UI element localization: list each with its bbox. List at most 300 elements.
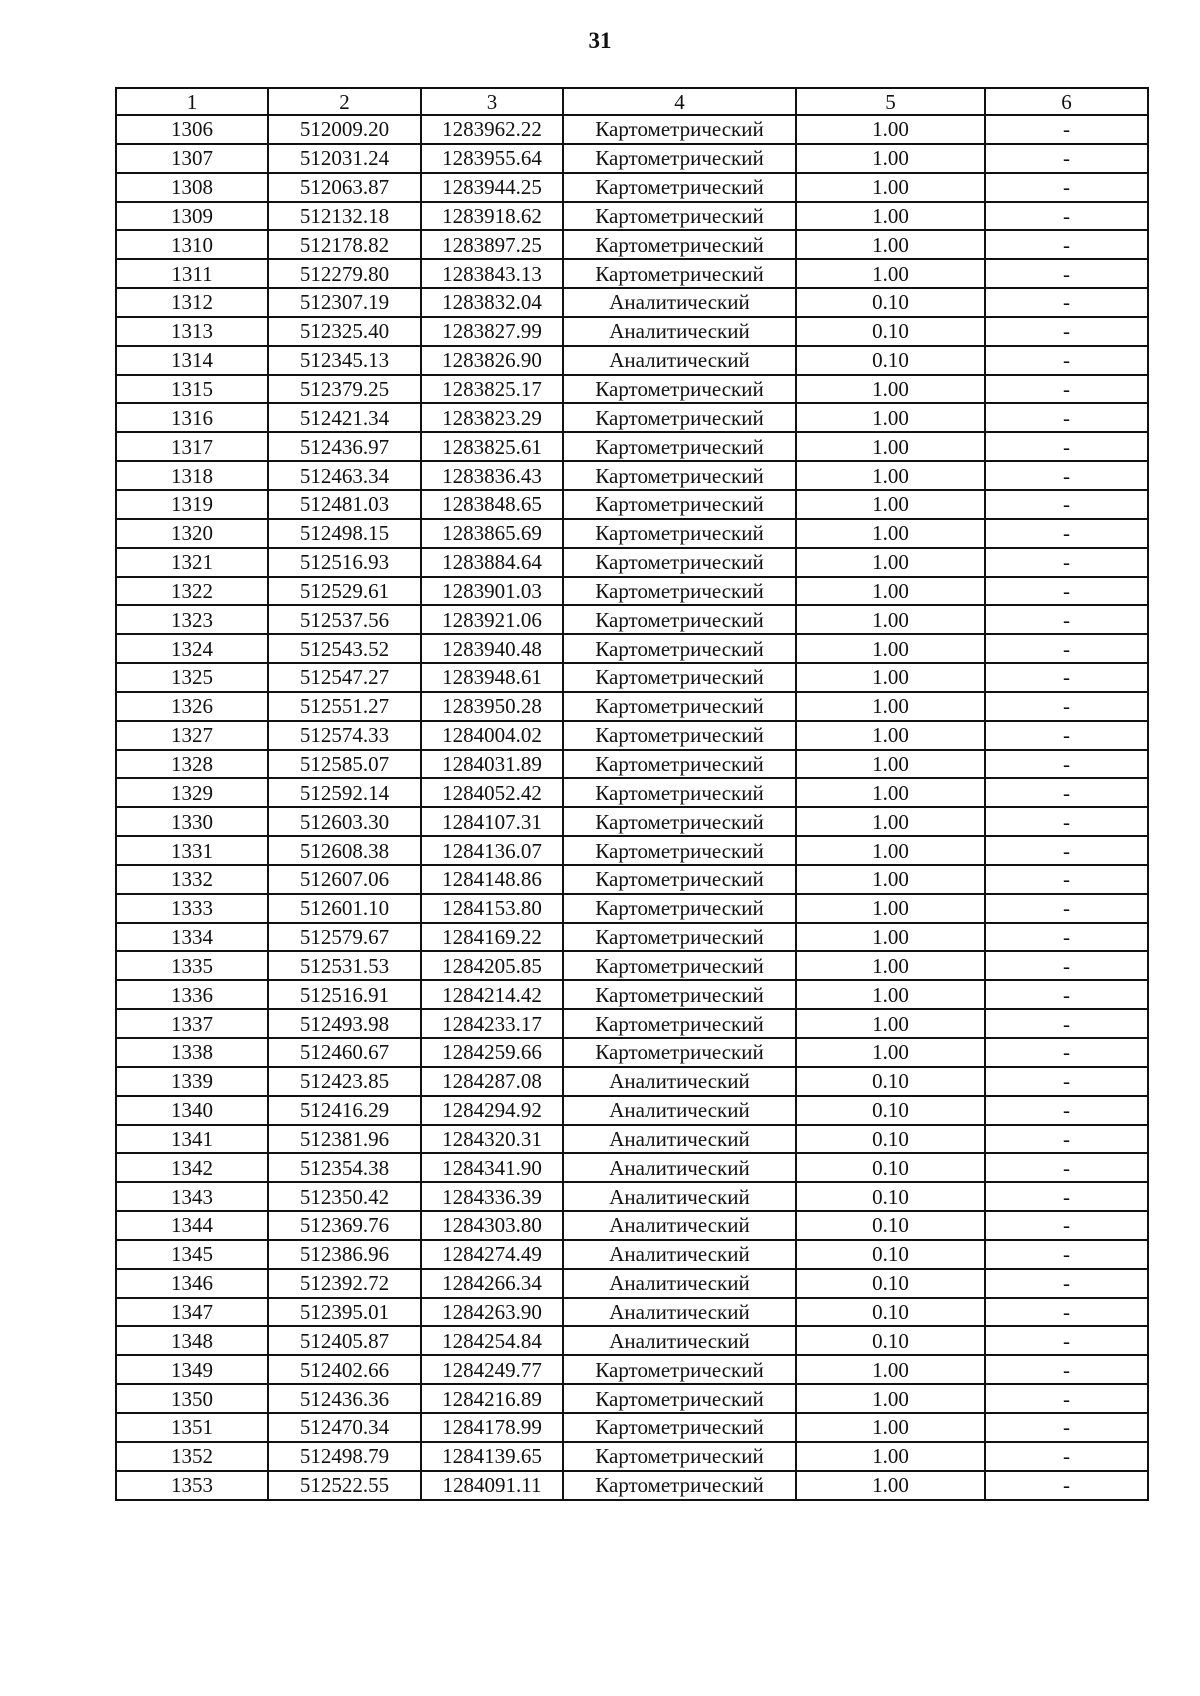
note-cell: -: [985, 1211, 1148, 1240]
method-cell: Картометрический: [563, 1384, 796, 1413]
accuracy-cell: 1.00: [796, 115, 985, 144]
x-coordinate-cell: 512436.97: [268, 432, 421, 461]
note-cell: -: [985, 230, 1148, 259]
note-cell: -: [985, 1442, 1148, 1471]
accuracy-cell: 1.00: [796, 663, 985, 692]
point-number-cell: 1317: [116, 432, 268, 461]
y-coordinate-cell: 1284254.84: [421, 1326, 563, 1355]
note-cell: -: [985, 259, 1148, 288]
point-number-cell: 1338: [116, 1038, 268, 1067]
x-coordinate-cell: 512493.98: [268, 1009, 421, 1038]
x-coordinate-cell: 512031.24: [268, 144, 421, 173]
x-coordinate-cell: 512307.19: [268, 288, 421, 317]
table-row: [116, 144, 1148, 173]
x-coordinate-cell: 512325.40: [268, 317, 421, 346]
note-cell: -: [985, 1009, 1148, 1038]
table-row: [116, 1326, 1148, 1355]
method-cell: Картометрический: [563, 173, 796, 202]
table-row: [116, 663, 1148, 692]
table-row: [116, 1211, 1148, 1240]
y-coordinate-cell: 1284205.85: [421, 951, 563, 980]
x-coordinate-cell: 512516.93: [268, 548, 421, 577]
y-coordinate-cell: 1283948.61: [421, 663, 563, 692]
method-cell: Картометрический: [563, 375, 796, 404]
method-cell: Картометрический: [563, 721, 796, 750]
y-coordinate-cell: 1283921.06: [421, 605, 563, 634]
x-coordinate-cell: 512603.30: [268, 807, 421, 836]
accuracy-cell: 1.00: [796, 144, 985, 173]
note-cell: -: [985, 432, 1148, 461]
x-coordinate-cell: 512463.34: [268, 461, 421, 490]
table-row: [116, 461, 1148, 490]
note-cell: -: [985, 1125, 1148, 1154]
x-coordinate-cell: 512423.85: [268, 1067, 421, 1096]
y-coordinate-cell: 1283848.65: [421, 490, 563, 519]
y-coordinate-cell: 1284249.77: [421, 1355, 563, 1384]
point-number-cell: 1325: [116, 663, 268, 692]
y-coordinate-cell: 1284052.42: [421, 778, 563, 807]
accuracy-cell: 0.10: [796, 317, 985, 346]
note-cell: -: [985, 923, 1148, 952]
accuracy-cell: 1.00: [796, 173, 985, 202]
point-number-cell: 1326: [116, 692, 268, 721]
method-cell: Картометрический: [563, 605, 796, 634]
accuracy-cell: 0.10: [796, 1153, 985, 1182]
note-cell: -: [985, 1413, 1148, 1442]
x-coordinate-cell: 512402.66: [268, 1355, 421, 1384]
x-coordinate-cell: 512481.03: [268, 490, 421, 519]
method-cell: Картометрический: [563, 432, 796, 461]
note-cell: -: [985, 663, 1148, 692]
method-cell: Картометрический: [563, 923, 796, 952]
method-cell: Картометрический: [563, 230, 796, 259]
point-number-cell: 1322: [116, 577, 268, 606]
note-cell: -: [985, 1096, 1148, 1125]
x-coordinate-cell: 512178.82: [268, 230, 421, 259]
table-row: [116, 894, 1148, 923]
table-row: [116, 1471, 1148, 1500]
x-coordinate-cell: 512386.96: [268, 1240, 421, 1269]
note-cell: -: [985, 1471, 1148, 1500]
y-coordinate-cell: 1284139.65: [421, 1442, 563, 1471]
method-cell: Картометрический: [563, 1471, 796, 1500]
point-number-cell: 1347: [116, 1298, 268, 1327]
table-row: [116, 259, 1148, 288]
table-row: [116, 836, 1148, 865]
method-cell: Картометрический: [563, 1442, 796, 1471]
note-cell: -: [985, 403, 1148, 432]
x-coordinate-cell: 512460.67: [268, 1038, 421, 1067]
accuracy-cell: 1.00: [796, 778, 985, 807]
point-number-cell: 1316: [116, 403, 268, 432]
y-coordinate-cell: 1284341.90: [421, 1153, 563, 1182]
method-cell: Аналитический: [563, 1326, 796, 1355]
note-cell: -: [985, 634, 1148, 663]
point-number-cell: 1333: [116, 894, 268, 923]
method-cell: Картометрический: [563, 750, 796, 779]
x-coordinate-cell: 512009.20: [268, 115, 421, 144]
y-coordinate-cell: 1284274.49: [421, 1240, 563, 1269]
note-cell: -: [985, 1067, 1148, 1096]
y-coordinate-cell: 1283832.04: [421, 288, 563, 317]
y-coordinate-cell: 1283827.99: [421, 317, 563, 346]
accuracy-cell: 1.00: [796, 490, 985, 519]
x-coordinate-cell: 512522.55: [268, 1471, 421, 1500]
x-coordinate-cell: 512436.36: [268, 1384, 421, 1413]
y-coordinate-cell: 1284107.31: [421, 807, 563, 836]
accuracy-cell: 1.00: [796, 605, 985, 634]
x-coordinate-cell: 512354.38: [268, 1153, 421, 1182]
accuracy-cell: 1.00: [796, 375, 985, 404]
y-coordinate-cell: 1283962.22: [421, 115, 563, 144]
method-cell: Картометрический: [563, 1355, 796, 1384]
note-cell: -: [985, 951, 1148, 980]
table-row: [116, 317, 1148, 346]
point-number-cell: 1331: [116, 836, 268, 865]
y-coordinate-cell: 1284336.39: [421, 1182, 563, 1211]
note-cell: -: [985, 115, 1148, 144]
note-cell: -: [985, 1384, 1148, 1413]
table-row: [116, 577, 1148, 606]
note-cell: -: [985, 1038, 1148, 1067]
note-cell: -: [985, 317, 1148, 346]
y-coordinate-cell: 1284148.86: [421, 865, 563, 894]
method-cell: Картометрический: [563, 807, 796, 836]
note-cell: -: [985, 894, 1148, 923]
table-body: [116, 88, 1148, 1500]
x-coordinate-cell: 512498.79: [268, 1442, 421, 1471]
accuracy-cell: 0.10: [796, 1240, 985, 1269]
table-row: [116, 605, 1148, 634]
y-coordinate-cell: 1284266.34: [421, 1269, 563, 1298]
method-cell: Картометрический: [563, 836, 796, 865]
point-number-cell: 1318: [116, 461, 268, 490]
y-coordinate-cell: 1284031.89: [421, 750, 563, 779]
header-row: [116, 88, 1148, 115]
table-row: [116, 807, 1148, 836]
table-row: [116, 288, 1148, 317]
table-row: [116, 1009, 1148, 1038]
accuracy-cell: 1.00: [796, 519, 985, 548]
method-cell: Картометрический: [563, 634, 796, 663]
table-row: [116, 865, 1148, 894]
x-coordinate-cell: 512585.07: [268, 750, 421, 779]
method-cell: Картометрический: [563, 1413, 796, 1442]
note-cell: -: [985, 865, 1148, 894]
note-cell: -: [985, 461, 1148, 490]
point-number-cell: 1353: [116, 1471, 268, 1500]
method-cell: Картометрический: [563, 1038, 796, 1067]
accuracy-cell: 1.00: [796, 1009, 985, 1038]
column-header: 1: [116, 88, 268, 115]
accuracy-cell: 1.00: [796, 894, 985, 923]
point-number-cell: 1340: [116, 1096, 268, 1125]
point-number-cell: 1343: [116, 1182, 268, 1211]
method-cell: Картометрический: [563, 865, 796, 894]
column-header: 4: [563, 88, 796, 115]
y-coordinate-cell: 1284216.89: [421, 1384, 563, 1413]
note-cell: -: [985, 1269, 1148, 1298]
note-cell: -: [985, 692, 1148, 721]
x-coordinate-cell: 512350.42: [268, 1182, 421, 1211]
point-number-cell: 1323: [116, 605, 268, 634]
y-coordinate-cell: 1284214.42: [421, 980, 563, 1009]
x-coordinate-cell: 512607.06: [268, 865, 421, 894]
method-cell: Картометрический: [563, 461, 796, 490]
note-cell: -: [985, 721, 1148, 750]
accuracy-cell: 1.00: [796, 461, 985, 490]
method-cell: Аналитический: [563, 1125, 796, 1154]
accuracy-cell: 1.00: [796, 634, 985, 663]
y-coordinate-cell: 1284303.80: [421, 1211, 563, 1240]
method-cell: Картометрический: [563, 548, 796, 577]
method-cell: Аналитический: [563, 1298, 796, 1327]
coordinates-table: [115, 87, 1149, 1501]
x-coordinate-cell: 512516.91: [268, 980, 421, 1009]
method-cell: Картометрический: [563, 115, 796, 144]
note-cell: -: [985, 548, 1148, 577]
accuracy-cell: 1.00: [796, 1384, 985, 1413]
point-number-cell: 1344: [116, 1211, 268, 1240]
y-coordinate-cell: 1283825.61: [421, 432, 563, 461]
note-cell: -: [985, 750, 1148, 779]
x-coordinate-cell: 512601.10: [268, 894, 421, 923]
note-cell: -: [985, 144, 1148, 173]
point-number-cell: 1312: [116, 288, 268, 317]
method-cell: Аналитический: [563, 1153, 796, 1182]
y-coordinate-cell: 1284233.17: [421, 1009, 563, 1038]
method-cell: Аналитический: [563, 317, 796, 346]
y-coordinate-cell: 1284136.07: [421, 836, 563, 865]
accuracy-cell: 0.10: [796, 288, 985, 317]
accuracy-cell: 0.10: [796, 1096, 985, 1125]
table-row: [116, 432, 1148, 461]
y-coordinate-cell: 1284178.99: [421, 1413, 563, 1442]
table-row: [116, 1384, 1148, 1413]
x-coordinate-cell: 512392.72: [268, 1269, 421, 1298]
accuracy-cell: 1.00: [796, 692, 985, 721]
x-coordinate-cell: 512381.96: [268, 1125, 421, 1154]
y-coordinate-cell: 1283884.64: [421, 548, 563, 577]
method-cell: Картометрический: [563, 1009, 796, 1038]
column-header: 5: [796, 88, 985, 115]
table-row: [116, 173, 1148, 202]
y-coordinate-cell: 1284091.11: [421, 1471, 563, 1500]
x-coordinate-cell: 512470.34: [268, 1413, 421, 1442]
accuracy-cell: 1.00: [796, 750, 985, 779]
accuracy-cell: 0.10: [796, 1211, 985, 1240]
y-coordinate-cell: 1283843.13: [421, 259, 563, 288]
point-number-cell: 1336: [116, 980, 268, 1009]
method-cell: Картометрический: [563, 259, 796, 288]
note-cell: -: [985, 836, 1148, 865]
accuracy-cell: 1.00: [796, 721, 985, 750]
note-cell: -: [985, 1153, 1148, 1182]
y-coordinate-cell: 1284263.90: [421, 1298, 563, 1327]
point-number-cell: 1332: [116, 865, 268, 894]
x-coordinate-cell: 512592.14: [268, 778, 421, 807]
method-cell: Аналитический: [563, 288, 796, 317]
point-number-cell: 1350: [116, 1384, 268, 1413]
note-cell: -: [985, 1326, 1148, 1355]
x-coordinate-cell: 512529.61: [268, 577, 421, 606]
x-coordinate-cell: 512543.52: [268, 634, 421, 663]
accuracy-cell: 1.00: [796, 923, 985, 952]
note-cell: -: [985, 375, 1148, 404]
table-row: [116, 692, 1148, 721]
accuracy-cell: 0.10: [796, 1326, 985, 1355]
note-cell: -: [985, 778, 1148, 807]
table-row: [116, 115, 1148, 144]
y-coordinate-cell: 1283836.43: [421, 461, 563, 490]
x-coordinate-cell: 512345.13: [268, 346, 421, 375]
table-row: [116, 403, 1148, 432]
method-cell: Картометрический: [563, 144, 796, 173]
table-row: [116, 1240, 1148, 1269]
accuracy-cell: 1.00: [796, 951, 985, 980]
y-coordinate-cell: 1283940.48: [421, 634, 563, 663]
x-coordinate-cell: 512608.38: [268, 836, 421, 865]
method-cell: Картометрический: [563, 692, 796, 721]
method-cell: Аналитический: [563, 1067, 796, 1096]
x-coordinate-cell: 512498.15: [268, 519, 421, 548]
note-cell: -: [985, 807, 1148, 836]
y-coordinate-cell: 1283823.29: [421, 403, 563, 432]
note-cell: -: [985, 980, 1148, 1009]
point-number-cell: 1310: [116, 230, 268, 259]
note-cell: -: [985, 519, 1148, 548]
method-cell: Картометрический: [563, 980, 796, 1009]
column-header: 3: [421, 88, 563, 115]
y-coordinate-cell: 1283955.64: [421, 144, 563, 173]
note-cell: -: [985, 1240, 1148, 1269]
method-cell: Картометрический: [563, 577, 796, 606]
x-coordinate-cell: 512579.67: [268, 923, 421, 952]
method-cell: Картометрический: [563, 663, 796, 692]
method-cell: Аналитический: [563, 1211, 796, 1240]
note-cell: -: [985, 1355, 1148, 1384]
x-coordinate-cell: 512132.18: [268, 202, 421, 231]
x-coordinate-cell: 512369.76: [268, 1211, 421, 1240]
accuracy-cell: 1.00: [796, 1038, 985, 1067]
accuracy-cell: 1.00: [796, 1413, 985, 1442]
method-cell: Аналитический: [563, 1269, 796, 1298]
accuracy-cell: 1.00: [796, 403, 985, 432]
x-coordinate-cell: 512421.34: [268, 403, 421, 432]
table-row: [116, 721, 1148, 750]
point-number-cell: 1307: [116, 144, 268, 173]
y-coordinate-cell: 1283901.03: [421, 577, 563, 606]
point-number-cell: 1337: [116, 1009, 268, 1038]
point-number-cell: 1348: [116, 1326, 268, 1355]
point-number-cell: 1308: [116, 173, 268, 202]
y-coordinate-cell: 1283944.25: [421, 173, 563, 202]
note-cell: -: [985, 173, 1148, 202]
note-cell: -: [985, 1298, 1148, 1327]
point-number-cell: 1319: [116, 490, 268, 519]
point-number-cell: 1313: [116, 317, 268, 346]
table-row: [116, 1298, 1148, 1327]
note-cell: -: [985, 605, 1148, 634]
y-coordinate-cell: 1283918.62: [421, 202, 563, 231]
accuracy-cell: 1.00: [796, 577, 985, 606]
point-number-cell: 1314: [116, 346, 268, 375]
accuracy-cell: 1.00: [796, 1471, 985, 1500]
accuracy-cell: 0.10: [796, 346, 985, 375]
method-cell: Аналитический: [563, 1240, 796, 1269]
x-coordinate-cell: 512395.01: [268, 1298, 421, 1327]
note-cell: -: [985, 288, 1148, 317]
table-row: [116, 375, 1148, 404]
method-cell: Картометрический: [563, 519, 796, 548]
accuracy-cell: 1.00: [796, 432, 985, 461]
y-coordinate-cell: 1283826.90: [421, 346, 563, 375]
point-number-cell: 1320: [116, 519, 268, 548]
column-header: 2: [268, 88, 421, 115]
table-row: [116, 202, 1148, 231]
x-coordinate-cell: 512063.87: [268, 173, 421, 202]
accuracy-cell: 1.00: [796, 202, 985, 231]
table-row: [116, 750, 1148, 779]
point-number-cell: 1329: [116, 778, 268, 807]
x-coordinate-cell: 512405.87: [268, 1326, 421, 1355]
table-row: [116, 1038, 1148, 1067]
point-number-cell: 1334: [116, 923, 268, 952]
point-number-cell: 1327: [116, 721, 268, 750]
point-number-cell: 1330: [116, 807, 268, 836]
note-cell: -: [985, 577, 1148, 606]
table-row: [116, 1067, 1148, 1096]
accuracy-cell: 1.00: [796, 548, 985, 577]
accuracy-cell: 1.00: [796, 865, 985, 894]
note-cell: -: [985, 202, 1148, 231]
point-number-cell: 1315: [116, 375, 268, 404]
point-number-cell: 1349: [116, 1355, 268, 1384]
point-number-cell: 1306: [116, 115, 268, 144]
y-coordinate-cell: 1283865.69: [421, 519, 563, 548]
point-number-cell: 1335: [116, 951, 268, 980]
point-number-cell: 1346: [116, 1269, 268, 1298]
accuracy-cell: 1.00: [796, 836, 985, 865]
x-coordinate-cell: 512537.56: [268, 605, 421, 634]
table-row: [116, 548, 1148, 577]
method-cell: Картометрический: [563, 202, 796, 231]
accuracy-cell: 1.00: [796, 807, 985, 836]
table-row: [116, 1182, 1148, 1211]
method-cell: Аналитический: [563, 1096, 796, 1125]
y-coordinate-cell: 1283897.25: [421, 230, 563, 259]
accuracy-cell: 0.10: [796, 1182, 985, 1211]
method-cell: Картометрический: [563, 490, 796, 519]
table-row: [116, 1125, 1148, 1154]
point-number-cell: 1351: [116, 1413, 268, 1442]
table-row: [116, 980, 1148, 1009]
y-coordinate-cell: 1284153.80: [421, 894, 563, 923]
point-number-cell: 1311: [116, 259, 268, 288]
table-row: [116, 923, 1148, 952]
x-coordinate-cell: 512531.53: [268, 951, 421, 980]
table-row: [116, 1413, 1148, 1442]
point-number-cell: 1352: [116, 1442, 268, 1471]
note-cell: -: [985, 1182, 1148, 1211]
table-row: [116, 346, 1148, 375]
table-row: [116, 1355, 1148, 1384]
x-coordinate-cell: 512551.27: [268, 692, 421, 721]
y-coordinate-cell: 1284169.22: [421, 923, 563, 952]
method-cell: Картометрический: [563, 951, 796, 980]
table-row: [116, 490, 1148, 519]
y-coordinate-cell: 1284287.08: [421, 1067, 563, 1096]
